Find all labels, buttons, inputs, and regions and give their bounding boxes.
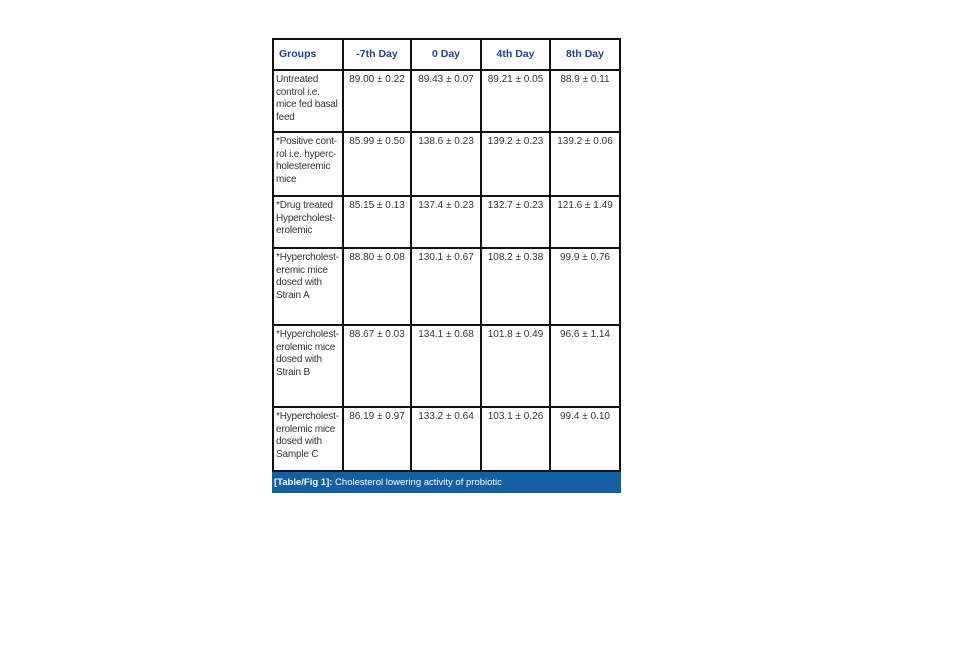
table-caption: [272, 472, 621, 493]
group-cell: *Hypercholest-erolemic mice dosed with Sample C: [273, 407, 343, 471]
table-row: [273, 196, 620, 248]
value-cell: 139.2 ± 0.23: [481, 132, 550, 196]
header-day-4: 4th Day: [481, 39, 550, 70]
group-cell: *Hypercholest-erolemic mice dosed with Strain B: [273, 325, 343, 407]
caption-text: Cholesterol lowering activity of probiotic: [332, 477, 502, 488]
table-header-row: [273, 39, 620, 70]
value-cell: 96.6 ± 1.14: [550, 325, 620, 407]
value-cell: 101.8 ± 0.49: [481, 325, 550, 407]
cholesterol-table: [272, 38, 621, 472]
value-cell: 134.1 ± 0.68: [411, 325, 481, 407]
header-day-8: 8th Day: [550, 39, 620, 70]
value-cell: 133.2 ± 0.64: [411, 407, 481, 471]
value-cell: 89.21 ± 0.05: [481, 70, 550, 132]
table-row: [273, 407, 620, 471]
header-day-0: 0 Day: [411, 39, 481, 70]
figure-table-1: [272, 38, 621, 493]
group-cell: *Drug treated Hypercholest-erolemic: [273, 196, 343, 248]
value-cell: 99.4 ± 0.10: [550, 407, 620, 471]
value-cell: 85.99 ± 0.50: [343, 132, 411, 196]
value-cell: 88.80 ± 0.08: [343, 248, 411, 325]
table-row: [273, 248, 620, 325]
value-cell: 108.2 ± 0.38: [481, 248, 550, 325]
group-cell: *Positive cont-rol i.e. hyperc-holesteremic mice: [273, 132, 343, 196]
value-cell: 132.7 ± 0.23: [481, 196, 550, 248]
group-cell: *Hypercholest-eremic mice dosed with Strain A: [273, 248, 343, 325]
value-cell: 99.9 ± 0.76: [550, 248, 620, 325]
value-cell: 121.6 ± 1.49: [550, 196, 620, 248]
value-cell: 89.43 ± 0.07: [411, 70, 481, 132]
value-cell: 86.19 ± 0.97: [343, 407, 411, 471]
header-groups: Groups: [273, 39, 343, 70]
table-row: [273, 325, 620, 407]
value-cell: 89.00 ± 0.22: [343, 70, 411, 132]
value-cell: 88.9 ± 0.11: [550, 70, 620, 132]
group-cell: Untreated control i.e. mice fed basal feed: [273, 70, 343, 132]
value-cell: 88.67 ± 0.03: [343, 325, 411, 407]
value-cell: 103.1 ± 0.26: [481, 407, 550, 471]
value-cell: 138.6 ± 0.23: [411, 132, 481, 196]
value-cell: 137.4 ± 0.23: [411, 196, 481, 248]
value-cell: 130.1 ± 0.67: [411, 248, 481, 325]
caption-label: [Table/Fig 1]:: [274, 477, 333, 488]
value-cell: 139.2 ± 0.06: [550, 132, 620, 196]
table-row: [273, 132, 620, 196]
header-day-minus7: -7th Day: [343, 39, 411, 70]
value-cell: 85.15 ± 0.13: [343, 196, 411, 248]
table-row: [273, 70, 620, 132]
